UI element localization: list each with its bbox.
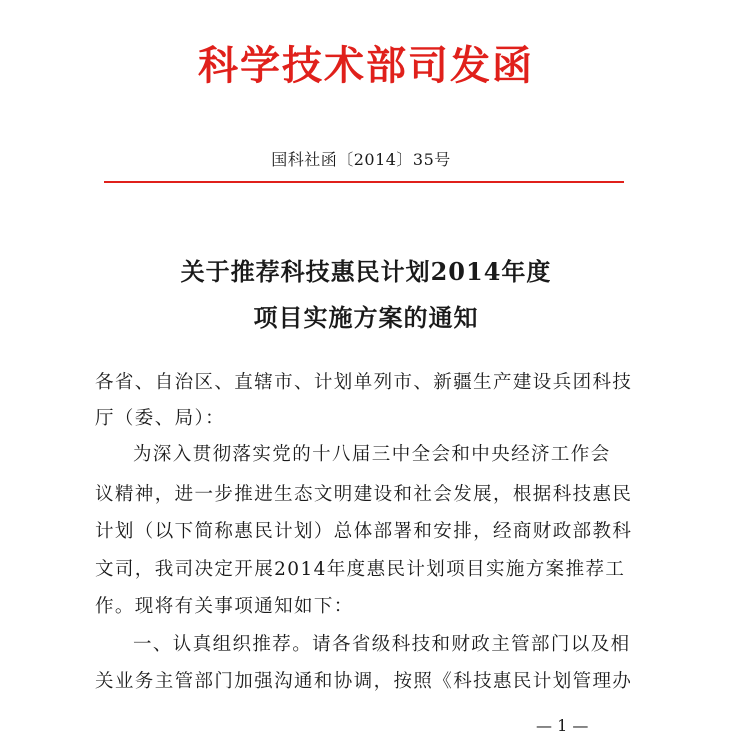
- page-number: — 1 —: [536, 716, 589, 735]
- body-line: 关业务主管部门加强沟通和协调，按照《科技惠民计划管理办: [95, 671, 633, 692]
- body-line: 一、认真组织推荐。请各省级科技和财政主管部门以及相: [133, 634, 631, 655]
- document-number: 国科社函〔2014〕35号: [271, 150, 451, 169]
- body-line: 厅（委、局）：: [95, 408, 226, 429]
- body-line: 文司，我司决定开展2014年度惠民计划项目实施方案推荐工: [95, 559, 626, 580]
- body-line: 计划（以下简称惠民计划）总体部署和安排，经商财政部教科: [95, 521, 633, 542]
- body-line: 作。现将有关事项通知如下：: [95, 596, 354, 617]
- letterhead-title: 科学技术部司发函: [198, 42, 534, 89]
- body-line: 各省、自治区、直辖市、计划单列市、新疆生产建设兵团科技: [95, 372, 633, 393]
- document-title-line-1: 关于推荐科技惠民计划2014年度: [180, 257, 552, 286]
- body-line: 为深入贯彻落实党的十八届三中全会和中央经济工作会: [133, 444, 611, 465]
- document-title-line-2: 项目实施方案的通知: [253, 303, 479, 332]
- body-line: 议精神，进一步推进生态文明建设和社会发展，根据科技惠民: [95, 484, 633, 505]
- red-divider-line: [104, 181, 624, 183]
